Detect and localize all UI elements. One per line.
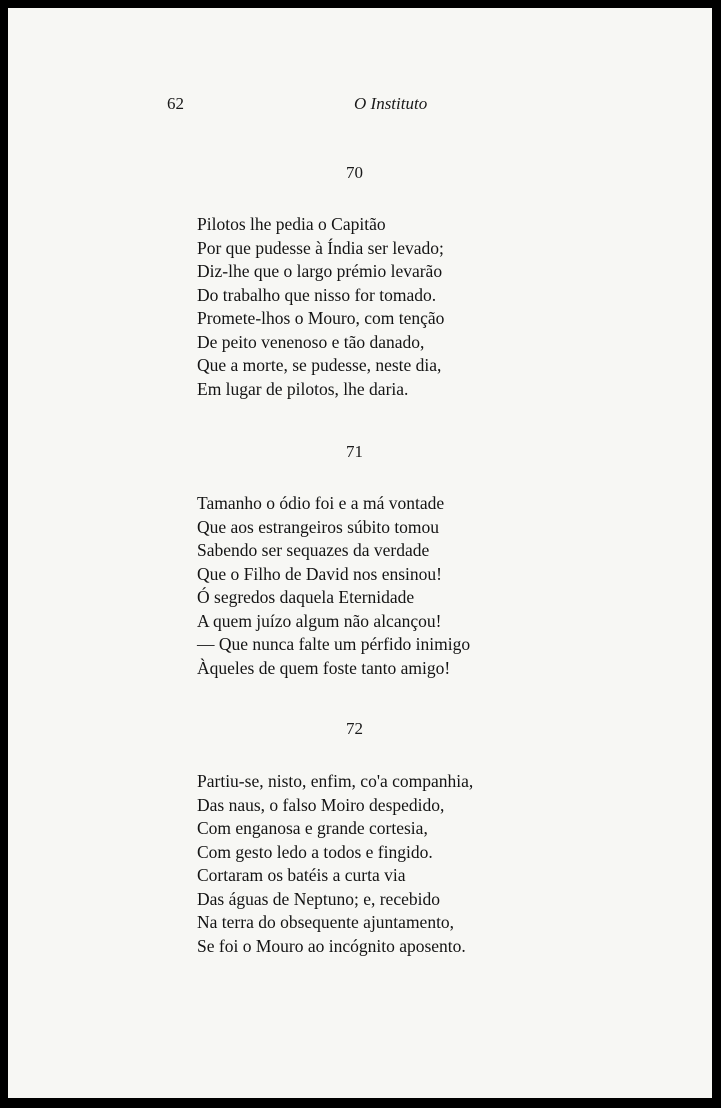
verse-line: Diz-lhe que o largo prémio levarão: [197, 261, 443, 281]
verse-line: Tamanho o ódio foi e a má vontade: [197, 493, 445, 513]
verse-line: Das naus, o falso Moiro despedido,: [197, 794, 445, 815]
running-head: [8, 94, 712, 120]
verse-line: Em lugar de pilotos, lhe daria.: [197, 378, 409, 399]
verse-line: Que a morte, se pudesse, neste dia,: [197, 355, 442, 375]
verse-line: Das águas de Neptuno; e, recebido: [197, 888, 440, 909]
verse-line: Partiu-se, nisto, enfim, co'a companhia,: [197, 771, 474, 791]
journal-title: O Instituto: [354, 94, 428, 113]
verse-line: Sabendo ser sequazes da verdade: [197, 540, 430, 560]
verse-line: Pilotos lhe pedia o Capitão: [197, 214, 386, 234]
verse-line: Por que pudesse à Índia ser levado;: [197, 237, 444, 258]
verse-line: Com gesto ledo a todos e fingido.: [197, 841, 433, 862]
stanza-number: 70: [346, 163, 363, 182]
verse-line: Ó segredos daquela Eternidade: [197, 587, 415, 607]
verse-line: Que aos estrangeiros súbito tomou: [197, 516, 440, 537]
book-page: [8, 8, 712, 1098]
stanza-70: [197, 213, 444, 401]
stanza-72: [197, 770, 473, 958]
verse-line: Na terra do obsequente ajuntamento,: [197, 912, 455, 932]
stanza-71: [197, 492, 470, 680]
verse-line: Com enganosa e grande cortesia,: [197, 818, 428, 838]
verse-line: A quem juízo algum não alcançou!: [197, 610, 442, 631]
verse-line: Do trabalho que nisso for tomado.: [197, 284, 437, 305]
verse-line: — Que nunca falte um pérfido inimigo: [197, 634, 471, 654]
verse-line: Cortaram os batéis a curta via: [197, 865, 406, 885]
verse-line: Promete-lhos o Mouro, com tenção: [197, 308, 445, 328]
verse-line: Que o Filho de David nos ensinou!: [197, 563, 442, 584]
verse-line: De peito venenoso e tão danado,: [197, 331, 425, 352]
verse-line: Se foi o Mouro ao incógnito aposento.: [197, 935, 466, 956]
stanza-number: 71: [346, 442, 363, 461]
verse-line: Àqueles de quem foste tanto amigo!: [197, 657, 451, 678]
stanza-number: 72: [346, 719, 363, 738]
page-number: 62: [167, 94, 184, 113]
